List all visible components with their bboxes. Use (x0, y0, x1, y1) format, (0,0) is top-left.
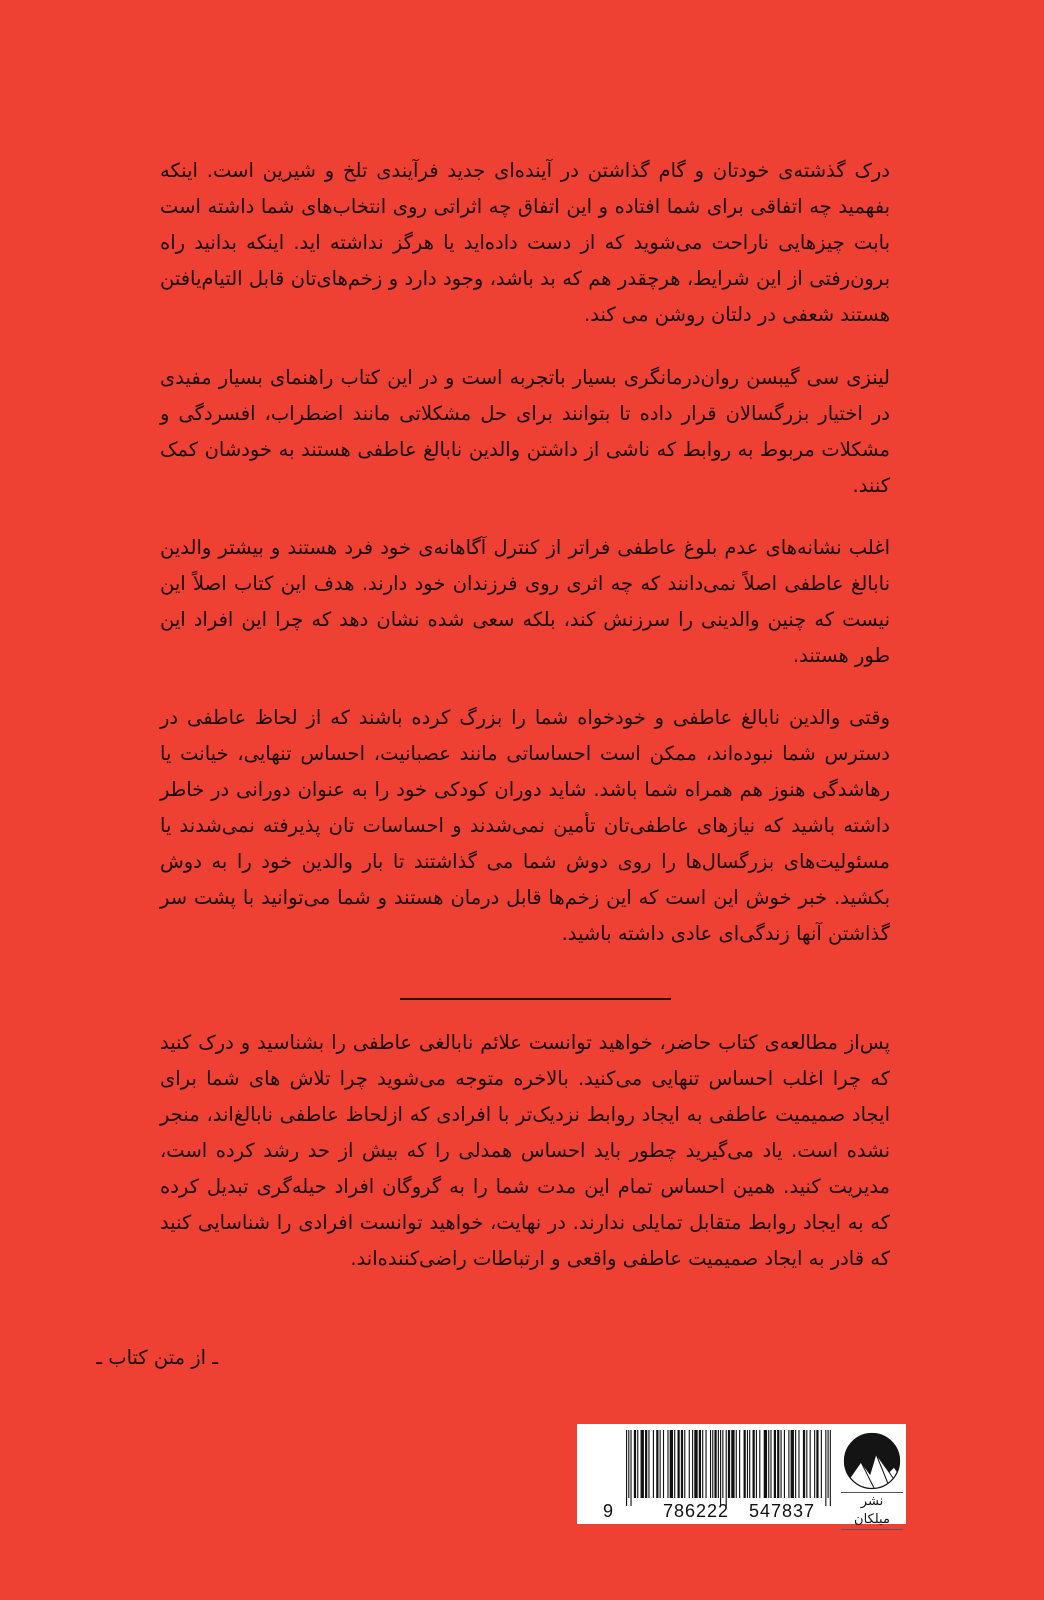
barcode-bar (699, 1430, 701, 1498)
blurb-paragraph-2: لینزی سی گیبسن روان‌درمانگری بسیار باتجربه است و در این کتاب راهنمای بسیار مفیدی در اختیار بزرگسالان قرار داده تا بتوانند برای حل مشکلاتی مانند اضطراب، افسردگی و مشکلات مربوط به روابط که ناشی از داشتن والدین نابالغ عاطفی هستند به خودشان کمک کنند. (160, 366, 890, 497)
barcode-bar (648, 1430, 649, 1498)
publisher-logo (841, 1430, 901, 1527)
barcode-bar (774, 1430, 776, 1498)
section-divider (400, 998, 671, 1000)
barcode-bar (821, 1430, 822, 1498)
barcode-bar (670, 1430, 673, 1498)
isbn-group-2: 547837 (749, 1501, 816, 1521)
source-attribution: ـ از متن کتاب ـ (96, 1346, 218, 1369)
blurb-paragraph-5: پس‌از مطالعه‌ی کتاب حاضر، خواهید توانست علائم نابالغی عاطفی را بشناسید و درک کنید که چرا اغلب احساس تنهایی می‌کنید. بالاخره متوجه می‌شوید چرا تلاش های شما برای ایجاد صمیمیت عاطفی به ایجاد روابط نزدیک‌تر با افرادی که ازلحاظ عاطفی نابالغ‌اند، منجر نشده است. یاد می‌گیرید چطور باید احساس همدلی را که بیش از حد رشد کرده است، مدیریت کنید. همین احساس تمام این مدت شما را به گروگان افراد حیله‌گری تبدیل کرده که به ایجاد روابط متقابل تمایلی ندارند. در نهایت، خواهید توانست افرادی را شناسایی کنید که قادر به ایجاد صمیمیت عاطفی واقعی و ارتباطات راضی‌کننده‌اند. (160, 1031, 890, 1270)
isbn-barcode (626, 1430, 832, 1506)
barcode-bar (694, 1430, 697, 1498)
isbn-digits (577, 1500, 843, 1522)
mountain-circle-logo-icon (843, 1432, 901, 1490)
barcode-bar (684, 1430, 685, 1498)
barcode-bar (768, 1430, 769, 1498)
barcode-bar (637, 1430, 638, 1498)
barcode-bar (628, 1430, 629, 1498)
barcode-bar (712, 1430, 713, 1498)
barcode-bar (777, 1430, 779, 1498)
barcode-bar (781, 1430, 782, 1498)
barcode-bar (739, 1430, 740, 1498)
isbn-group-1: 786222 (663, 1501, 730, 1521)
barcode-bar (747, 1430, 748, 1498)
barcode-bar (660, 1430, 661, 1498)
barcode-bar (702, 1430, 703, 1498)
barcode-bar (674, 1430, 675, 1498)
barcode-bar (759, 1430, 760, 1498)
blurb-paragraph-4: وقتی والدین نابالغ عاطفی و خودخواه شما را بزرگ کرده باشند که از لحاظ عاطفی در دسترس شما نبوده‌اند، ممکن است احساساتی مانند عصبانیت، احساس تنهایی، خیانت یا رهاشدگی هنوز هم همراه شما باشد. شاید دوران کودکی خود را به عنوان دورانی در خاطر داشته باشید که نیازهای عاطفی‌تان تأمین نمی‌شدند و احساسات تان پذیرفته نمی‌شدند یا مسئولیت‌های بزرگسال‌ها را روی دوش شما می گذاشتند تا بار والدین خود را به دوش بکشید. خبر خوش این است که این زخم‌ها قابل درمان هستند و شما می‌توانید با پشت سر گذاشتن آنها زندگی‌ای عادی داشته باشید. (160, 706, 890, 945)
barcode-bar (825, 1430, 826, 1506)
barcode-bar (720, 1430, 721, 1506)
barcode-bar (626, 1430, 627, 1506)
barcode-bar (726, 1430, 727, 1506)
barcode-bar (753, 1430, 755, 1498)
barcode-bar (714, 1430, 716, 1498)
barcode-bar (692, 1430, 693, 1498)
barcode-bar (764, 1430, 767, 1498)
barcode-bar (634, 1430, 636, 1498)
blurb-paragraph-3: اغلب نشانه‌های عدم بلوغ عاطفی فراتر از کنترل آگاهانه‌ی خود فرد هستند و بیشتر والدین نابالغ عاطفی اصلاً نمی‌دانند که چه اثری روی فرزندان خود دارند. هدف این کتاب اصلاً این نیست که چنین والدینی را سرزنش کند، بلکه سعی شده نشان دهد که چرا این افراد این طور هستند. (160, 536, 890, 667)
barcode-bar (645, 1430, 647, 1498)
barcode-panel (577, 1424, 906, 1527)
barcode-bar (770, 1430, 771, 1498)
barcode-bar (795, 1430, 796, 1498)
barcode-bar (803, 1430, 805, 1498)
barcode-bar (736, 1430, 737, 1498)
barcode-bar (681, 1430, 683, 1498)
barcode-bar (784, 1430, 785, 1498)
barcode-bar (663, 1430, 664, 1498)
blurb-paragraph-1: درک گذشته‌ی خودتان و گام گذاشتن در آینده‌ای جدید فرآیندی تلخ و شیرین است. اینکه بفهمید چه اتفاقی برای شما افتاده و این اتفاق چه اثراتی روی انتخاب‌های شما داشته است بابت چیزهایی ناراحت می‌شوید که از دست داده‌اید یا هرگز نداشته اید. اینکه بدانید راه برون‌رفتی از این شرایط، هرچقدر هم که بد باشد، وجود دارد و زخم‌های‌تان قابل التیام‌یافتن هستند شعفی در دلتان روشن می کند. (160, 159, 890, 326)
barcode-bar (816, 1430, 818, 1498)
barcode-bar (744, 1430, 746, 1498)
barcode-bar (630, 1430, 631, 1506)
barcode-bar (806, 1430, 807, 1498)
barcode-bar (810, 1430, 811, 1498)
barcode-bar (728, 1430, 730, 1498)
barcode-bar (788, 1430, 789, 1498)
barcode-bar (641, 1430, 644, 1498)
barcode-bar (656, 1430, 658, 1498)
barcode-bar (710, 1430, 711, 1498)
barcode-bar (667, 1430, 668, 1498)
barcode-bar (689, 1430, 690, 1498)
isbn-lead-digit: 9 (603, 1501, 614, 1521)
barcode-bar (678, 1430, 680, 1498)
barcode-bar (798, 1430, 799, 1498)
barcode-bar (653, 1430, 654, 1498)
barcode-bar (828, 1430, 829, 1498)
barcode-bar (731, 1430, 734, 1498)
barcode-bar (830, 1430, 831, 1506)
barcode-bar (814, 1430, 815, 1498)
barcode-bar (791, 1430, 794, 1498)
barcode-bar (705, 1430, 706, 1498)
barcode-bar (749, 1430, 750, 1498)
barcode-bar (722, 1430, 723, 1498)
publisher-name: نشر میلکان (841, 1492, 903, 1530)
barcode-bar (718, 1430, 719, 1498)
barcode-bar (756, 1430, 757, 1498)
